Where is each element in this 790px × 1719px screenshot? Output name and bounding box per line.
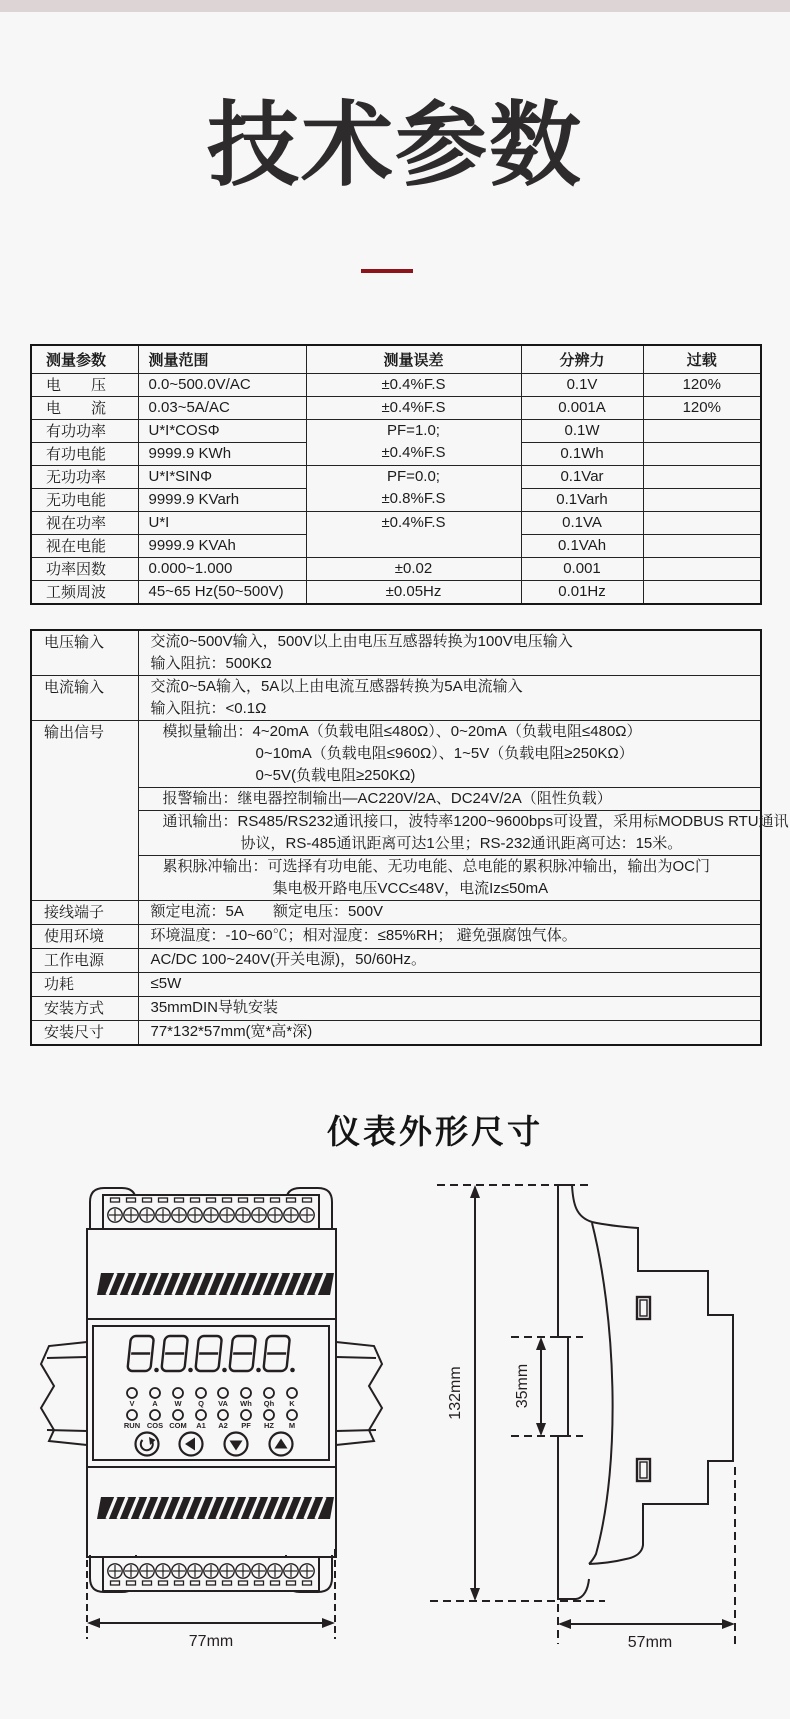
rail-clip-icon	[637, 1459, 650, 1481]
table-row	[31, 465, 761, 488]
rail-clip-icon	[637, 1297, 650, 1319]
error-line: ±0.4%F.S	[381, 514, 446, 532]
range-cell: 45~65 Hz(50~500V)	[138, 580, 306, 604]
param-cell: 无功功率	[31, 465, 138, 488]
content-line: AC/DC 100~240V(开关电源)，50/60Hz。	[150, 950, 427, 968]
io-content-cell	[138, 996, 761, 1020]
top-band	[0, 0, 790, 12]
measurement-spec-table	[30, 344, 762, 605]
led-label: W	[174, 1398, 182, 1408]
param-cell: 视在电能	[31, 534, 138, 557]
resolution-cell: 0.001A	[521, 396, 643, 419]
content-line: 输入阻抗：500KΩ	[150, 654, 272, 672]
error-line: PF=0.0;	[387, 468, 440, 486]
front-view-drawing	[37, 1179, 387, 1654]
profile-outline	[558, 1185, 733, 1599]
content-line: 环境温度：-10~60℃；相对湿度：≤85%RH； 避免强腐蚀气体。	[150, 926, 577, 944]
io-label-cell: 使用环境	[31, 924, 138, 948]
error-cell-merged	[306, 465, 521, 511]
col-header-overload: 过载	[643, 345, 761, 374]
spec-header-row	[31, 345, 761, 374]
error-line: ±0.4%F.S	[381, 444, 446, 462]
table-row	[31, 396, 761, 419]
error-cell: ±0.4%F.S	[306, 396, 521, 419]
content-line: 额定电流：5A 额定电压：500V	[150, 902, 384, 920]
depth-dimension-label: 57mm	[627, 1633, 673, 1651]
io-content-cell	[138, 924, 761, 948]
io-label-cell: 工作电源	[31, 948, 138, 972]
error-cell: ±0.4%F.S	[306, 373, 521, 396]
range-cell: 0.03~5A/AC	[138, 396, 306, 419]
overload-cell: 120%	[643, 373, 761, 396]
col-header-param: 测量参数	[31, 345, 138, 374]
io-content-cell	[138, 630, 761, 676]
content-line: 集电极开路电压VCC≤48V，电流Iz≤50mA	[272, 879, 549, 897]
io-label-cell: 功耗	[31, 972, 138, 996]
height-dimension	[447, 1185, 480, 1601]
content-line: 报警输出：继电器控制输出—AC220V/2A、DC24V/2A（阻性负载）	[162, 789, 612, 807]
resolution-cell: 0.001	[521, 557, 643, 580]
io-row	[31, 972, 761, 996]
resolution-cell: 0.1Varh	[521, 488, 643, 511]
io-row	[31, 996, 761, 1020]
io-spec-table	[30, 629, 789, 1046]
resolution-cell: 0.1V	[521, 373, 643, 396]
col-header-error: 测量误差	[306, 345, 521, 374]
error-cell: ±0.02	[306, 557, 521, 580]
table-row	[31, 511, 761, 534]
table-row	[31, 557, 761, 580]
table-row	[31, 373, 761, 396]
resolution-cell: 0.1VAh	[521, 534, 643, 557]
led-label: K	[289, 1398, 295, 1408]
content-line: 输入阻抗：<0.1Ω	[150, 699, 267, 717]
io-row	[31, 720, 761, 900]
resolution-cell: 0.1Wh	[521, 442, 643, 465]
led-label: A	[152, 1398, 158, 1408]
error-cell-merged	[306, 511, 521, 557]
table-row	[31, 580, 761, 604]
content-line: 通讯输出：RS485/RS232通讯接口，波特率1200~9600bps可设置，采用标MODBUS RTU通讯	[162, 812, 789, 830]
col-header-resolution: 分辨力	[521, 345, 643, 374]
output-block-pulse	[139, 855, 761, 900]
content-line: 累积脉冲输出：可选择有功电能、无功电能、总电能的累积脉冲输出，输出为OC门	[162, 857, 711, 875]
led-label: Wh	[240, 1398, 252, 1408]
range-cell: 0.000~1.000	[138, 557, 306, 580]
error-line	[307, 534, 521, 556]
din-rail-left-icon	[41, 1342, 87, 1445]
param-cell: 电 压	[31, 373, 138, 396]
led-label: RUN	[123, 1420, 141, 1430]
io-row	[31, 630, 761, 676]
io-row	[31, 900, 761, 924]
title-divider	[361, 269, 413, 273]
output-block-comm	[139, 810, 789, 855]
vent-grille-bottom	[97, 1497, 334, 1519]
content-line: 模拟量输出：4~20mA（负载电阻≤480Ω）、0~20mA（负载电阻≤480Ω）	[162, 722, 642, 740]
range-cell: U*I*SINΦ	[138, 465, 306, 488]
io-row	[31, 675, 761, 720]
param-cell: 电 流	[31, 396, 138, 419]
overload-cell	[643, 534, 761, 557]
led-label: Qh	[263, 1398, 275, 1408]
led-label: COM	[169, 1420, 187, 1430]
content-line: 交流0~5A输入，5A以上由电流互感器转换为5A电流输入	[150, 677, 523, 695]
overload-cell: 120%	[643, 396, 761, 419]
content-line: 交流0~500V输入，500V以上由电压互感器转换为100V电压输入	[150, 632, 573, 650]
range-cell: U*I	[138, 511, 306, 534]
overload-cell	[643, 488, 761, 511]
led-label: PF	[241, 1420, 251, 1430]
led-label: A2	[218, 1420, 228, 1430]
content-line: 35mmDIN导轨安装	[150, 998, 279, 1016]
io-row	[31, 1020, 761, 1045]
col-header-range: 测量范围	[138, 345, 306, 374]
din-rail-right-icon	[336, 1342, 382, 1445]
led-label: A1	[196, 1420, 206, 1430]
content-line: 协议，RS-485通讯距离可达1公里；RS-232通讯距离可达：15米。	[240, 834, 683, 852]
overload-cell	[643, 442, 761, 465]
overload-cell	[643, 557, 761, 580]
error-line: ±0.8%F.S	[381, 490, 446, 508]
display-panel-outer	[87, 1319, 336, 1467]
output-block-analog	[139, 721, 761, 787]
led-label: VA	[218, 1398, 228, 1408]
resolution-cell: 0.1VA	[521, 511, 643, 534]
param-cell: 无功电能	[31, 488, 138, 511]
error-cell: ±0.05Hz	[306, 580, 521, 604]
range-cell: 9999.9 KVarh	[138, 488, 306, 511]
width-dimension-label: 77mm	[188, 1632, 234, 1650]
io-label-cell: 电流输入	[31, 675, 138, 720]
param-cell: 视在功率	[31, 511, 138, 534]
content-line: 0~5V(负载电阻≥250KΩ)	[255, 766, 416, 784]
io-content-cell	[138, 972, 761, 996]
dimensions-section-title: 仪表外形尺寸	[327, 1112, 543, 1150]
overload-cell	[643, 580, 761, 604]
led-label: Q	[198, 1398, 204, 1408]
side-view-drawing	[400, 1179, 750, 1654]
param-cell: 功率因数	[31, 557, 138, 580]
io-content-cell	[138, 675, 761, 720]
io-content-cell	[138, 1020, 761, 1045]
led-label: HZ	[264, 1420, 274, 1430]
io-row	[31, 924, 761, 948]
param-cell: 有功功率	[31, 419, 138, 442]
resolution-cell: 0.1W	[521, 419, 643, 442]
led-label: V	[129, 1398, 135, 1408]
overload-cell	[643, 465, 761, 488]
output-block-alarm	[139, 787, 761, 810]
io-label-cell: 安装方式	[31, 996, 138, 1020]
io-content-cell	[138, 948, 761, 972]
io-label-cell: 安装尺寸	[31, 1020, 138, 1045]
io-label-cell: 接线端子	[31, 900, 138, 924]
led-label: M	[288, 1420, 296, 1430]
io-row	[31, 948, 761, 972]
table-row	[31, 419, 761, 442]
rail-dimension	[511, 1337, 583, 1436]
param-cell: 工频周波	[31, 580, 138, 604]
vent-grille-top	[97, 1273, 334, 1295]
io-content-cell	[138, 900, 761, 924]
content-line: 0~10mA（负载电阻≤960Ω）、1~5V（负载电阻≥250KΩ）	[255, 744, 634, 762]
overload-cell	[643, 419, 761, 442]
error-cell-merged	[306, 419, 521, 465]
overload-cell	[643, 511, 761, 534]
content-line: 77*132*57mm(宽*高*深)	[150, 1022, 313, 1040]
outline-drawings	[0, 1179, 790, 1713]
io-label-cell: 电压输入	[31, 630, 138, 676]
range-cell: 0.0~500.0V/AC	[138, 373, 306, 396]
error-line: PF=1.0;	[387, 422, 440, 440]
param-cell: 有功电能	[31, 442, 138, 465]
io-label-cell: 输出信号	[31, 720, 138, 900]
content-line: ≤5W	[150, 974, 182, 992]
range-cell: U*I*COSΦ	[138, 419, 306, 442]
page-title: 技术参数	[206, 95, 583, 197]
rail-dimension-label: 35mm	[514, 1363, 531, 1408]
resolution-cell: 0.1Var	[521, 465, 643, 488]
range-cell: 9999.9 KVAh	[138, 534, 306, 557]
io-content-cell	[138, 720, 789, 900]
range-cell: 9999.9 KWh	[138, 442, 306, 465]
height-dimension-label: 132mm	[447, 1365, 464, 1420]
resolution-cell: 0.01Hz	[521, 580, 643, 604]
led-label: COS	[146, 1420, 164, 1430]
